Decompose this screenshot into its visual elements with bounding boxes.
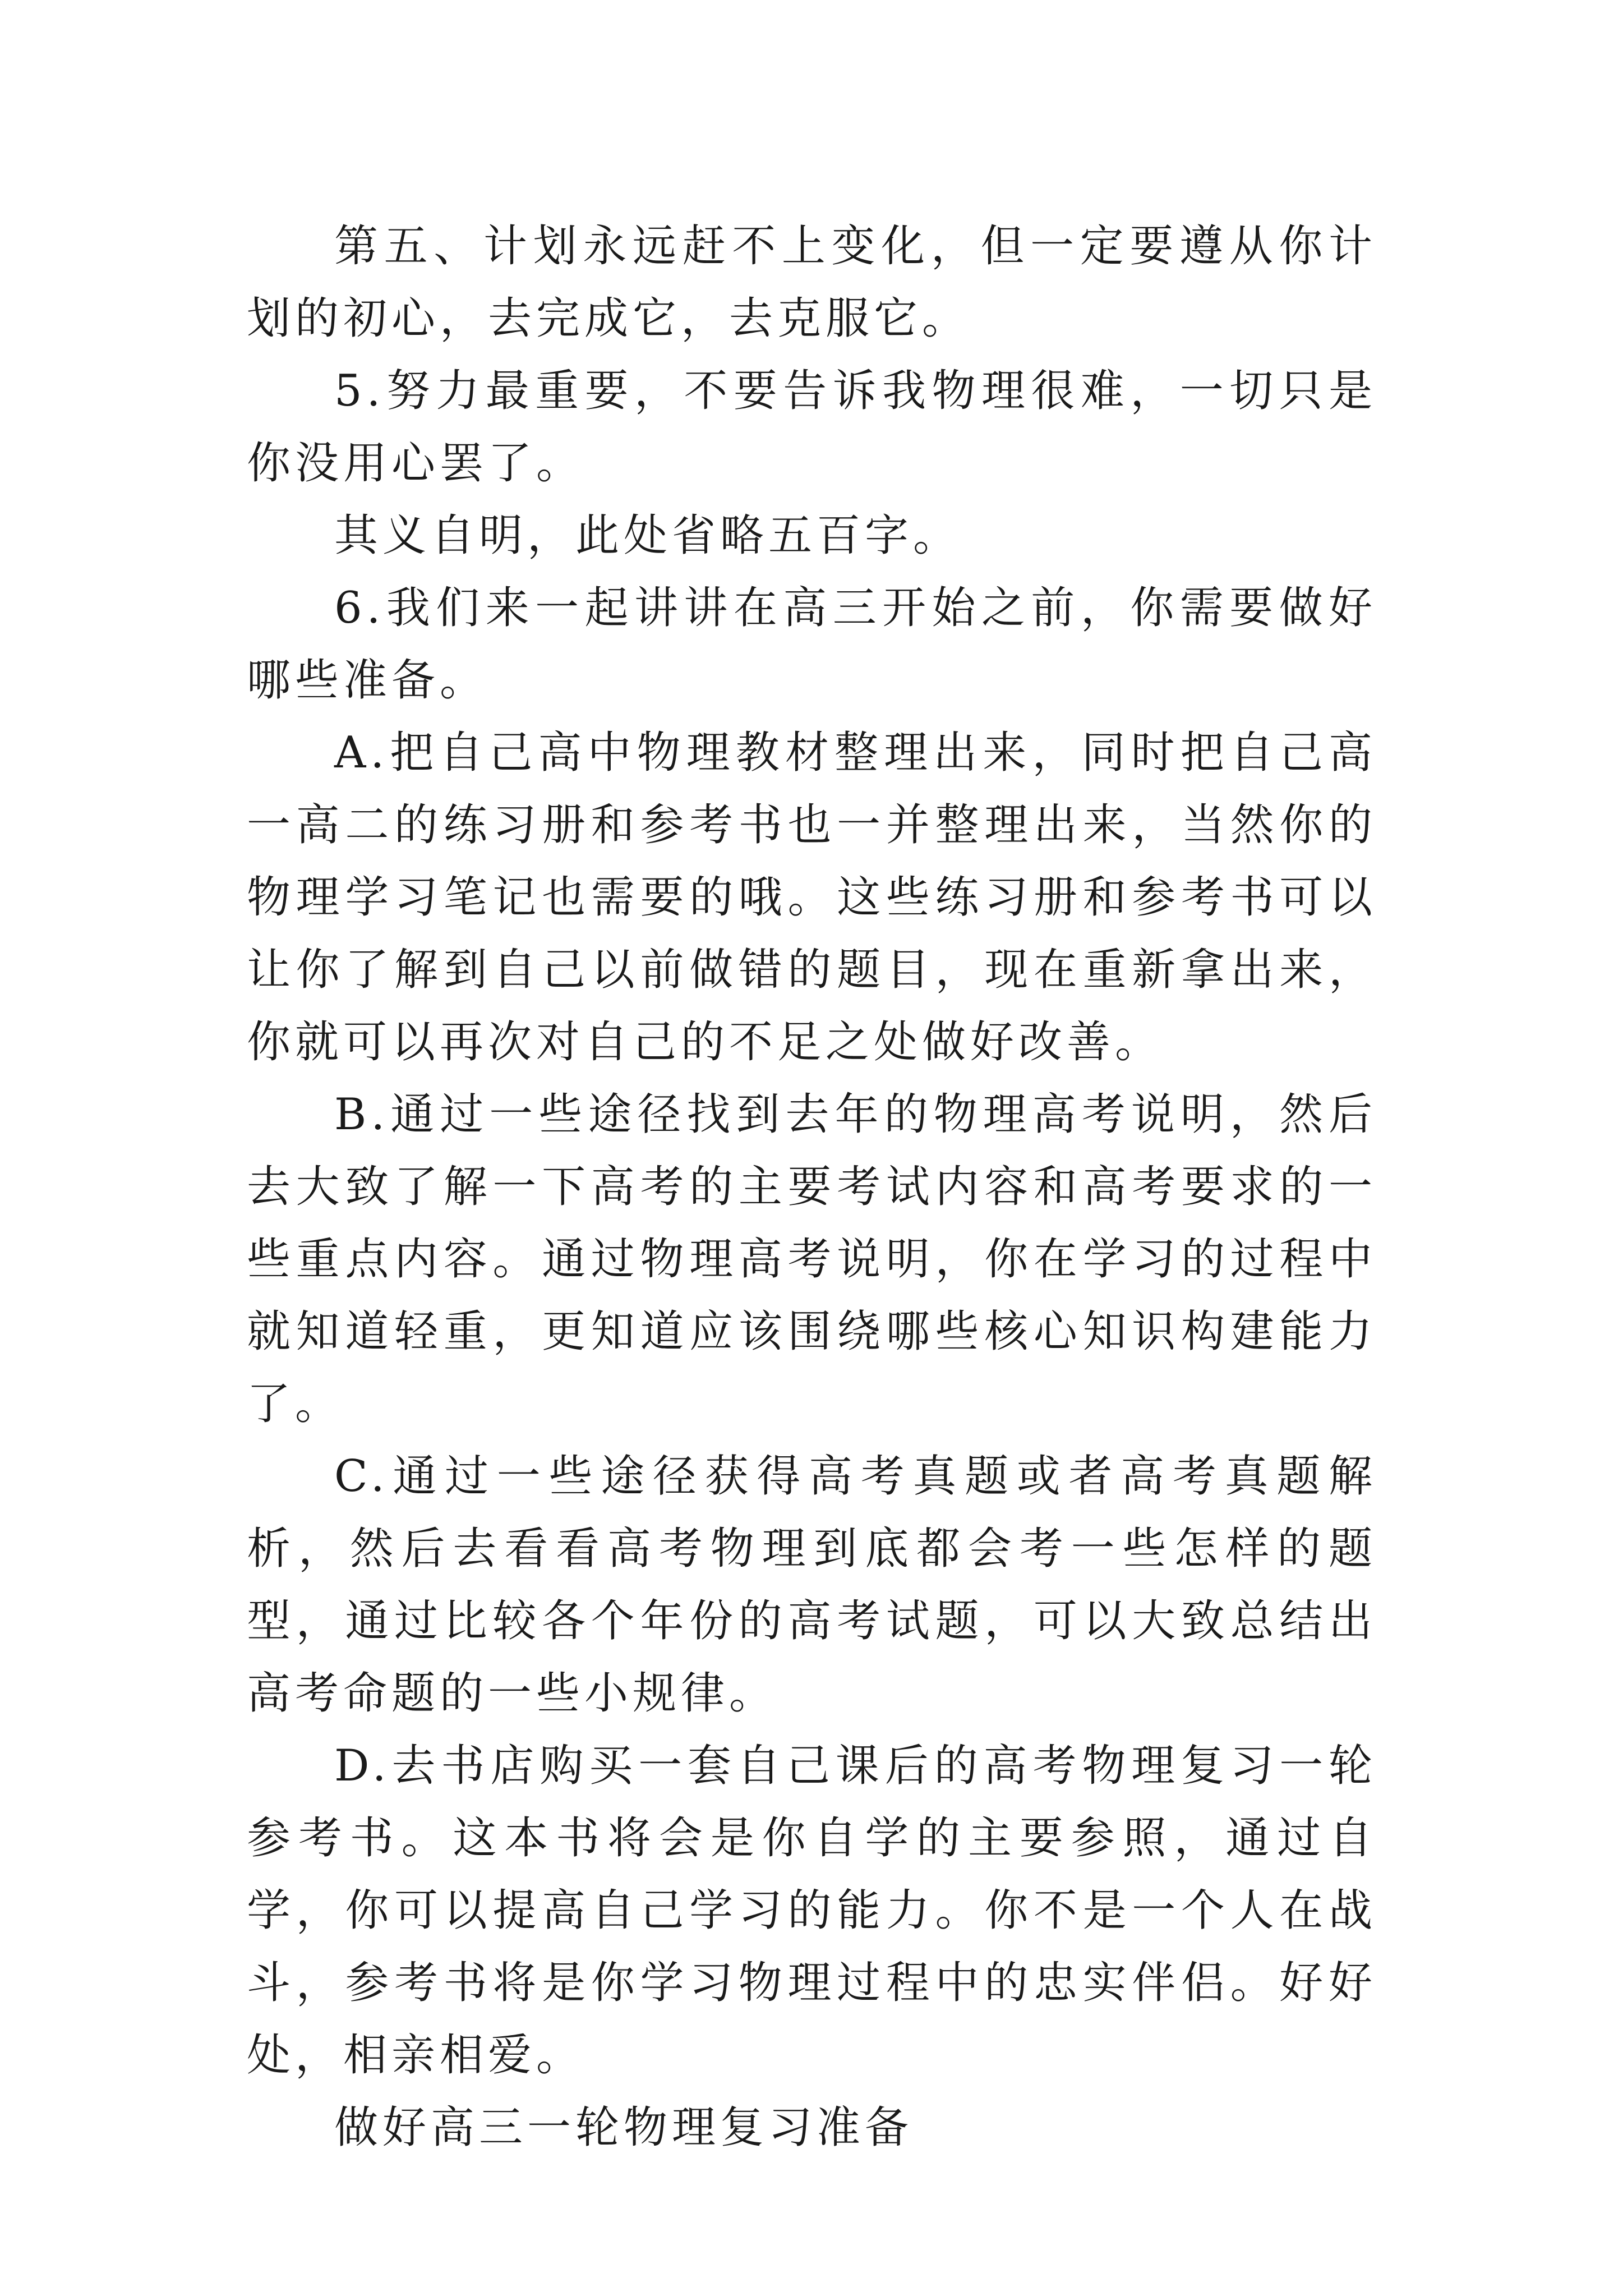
paragraph-plan: 第五、计划永远赶不上变化，但一定要遵从你计划的初心，去完成它，去克服它。 — [247, 221, 1377, 344]
paragraph-item-c: C.通过一些途径获得高考真题或者高考真题解析，然后去看看高考物理到底都会考一些怎样的题型，通过比较各个年份的高考试题，可以大致总结出高考命题的一些小规律。 — [247, 1451, 1377, 1719]
section-heading: 做好高三一轮物理复习准备 — [334, 2102, 914, 2153]
paragraph-item-b: B.通过一些途径找到去年的物理高考说明，然后去大致了解一下高考的主要考试内容和高考要求的一些重点内容。通过物理高考说明，你在学习的过程中就知道轻重，更知道应该围绕哪些核心知识构建能力了。 — [247, 1089, 1377, 1429]
document-body — [247, 210, 1377, 2164]
paragraph-preparation-intro: 6.我们来一起讲讲在高三开始之前，你需要做好哪些准备。 — [247, 583, 1377, 706]
paragraph-omitted: 其义自明，此处省略五百字。 — [334, 510, 962, 561]
paragraph-item-d: D.去书店购买一套自己课后的高考物理复习一轮参考书。这本书将会是你自学的主要参照，通过自学，你可以提高自己学习的能力。你不是一个人在战斗，参考书将是你学习物理过程中的忠实伴侣。好好处，相亲相爱。 — [247, 1741, 1377, 2081]
paragraph-item-a: A.把自己高中物理教材整理出来，同时把自己高一高二的练习册和参考书也一并整理出来，当然你的物理学习笔记也需要的哦。这些练习册和参考书可以让你了解到自己以前做错的题目，现在重新拿出来，你就可以再次对自己的不足之处做好改善。 — [247, 728, 1377, 1068]
paragraph-effort: 5.努力最重要，不要告诉我物理很难，一切只是你没用心罢了。 — [247, 366, 1377, 489]
